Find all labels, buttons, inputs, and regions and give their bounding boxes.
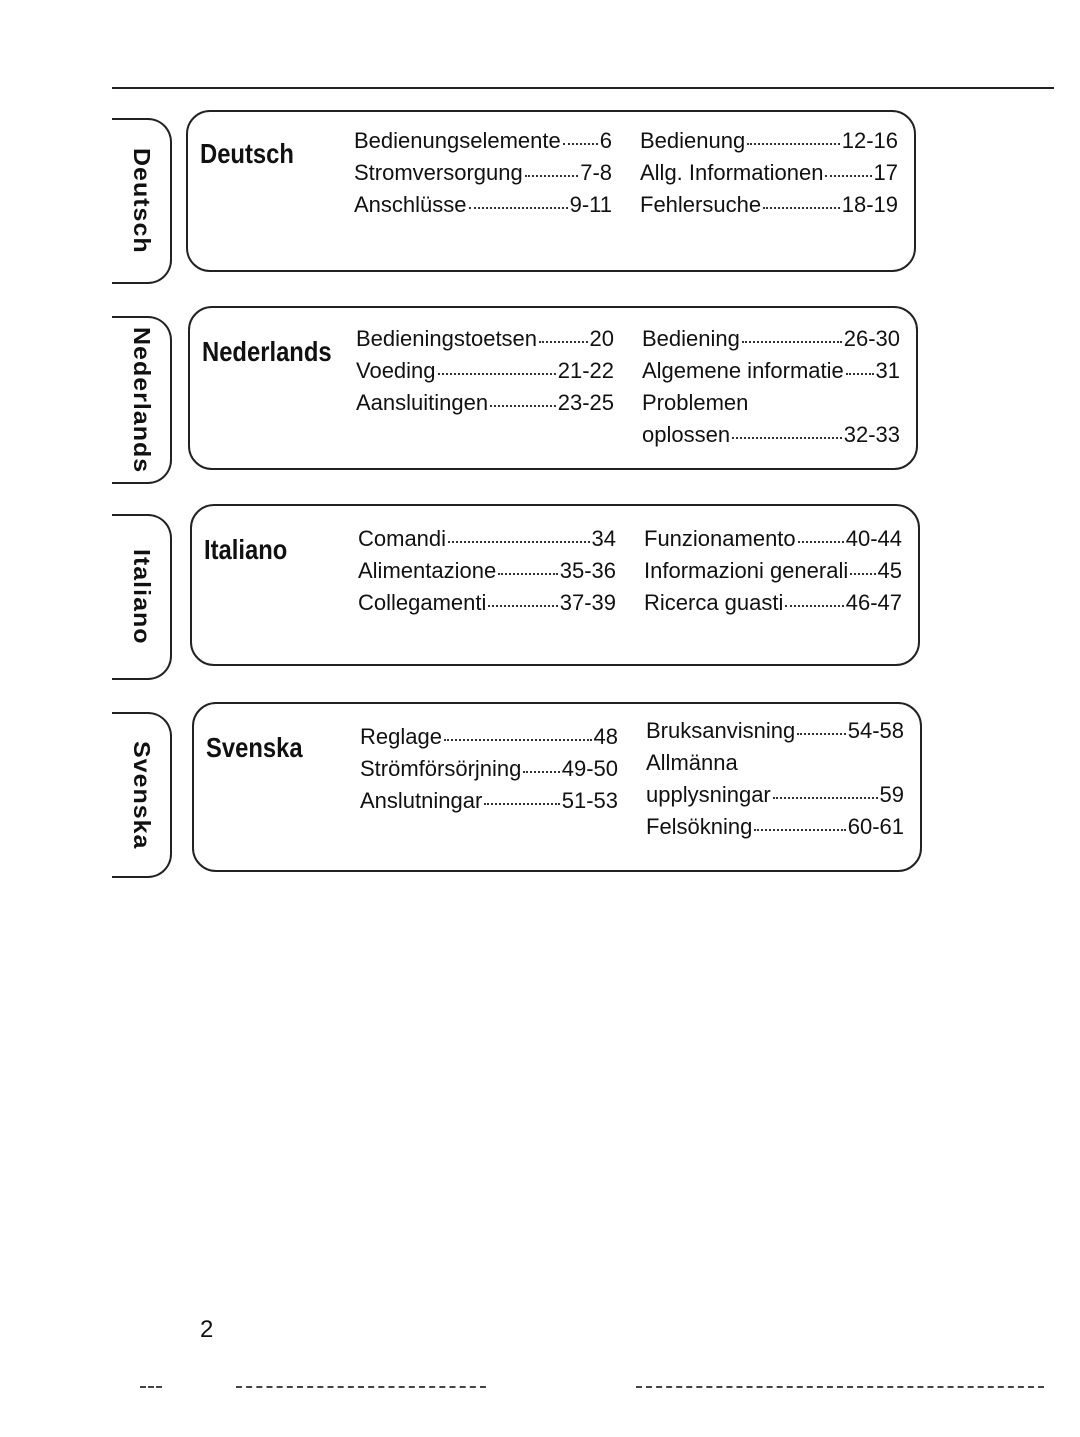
dot-leader: [763, 207, 840, 209]
toc-entry-page: 23-25: [557, 390, 614, 415]
toc-entry-label: Anslutningar: [360, 788, 483, 813]
section-title: Svenska: [206, 732, 303, 763]
dot-leader: [797, 733, 846, 735]
toc-column-left: [354, 128, 612, 224]
toc-entry-label: oplossen: [642, 422, 731, 447]
toc-entry-page: 31: [875, 358, 900, 383]
toc-column-right: [642, 326, 900, 454]
dot-leader: [469, 207, 568, 209]
toc-entry[interactable]: [642, 358, 900, 390]
dot-leader: [732, 437, 842, 439]
toc-entry-page: 17: [873, 160, 898, 185]
toc-entry-label: Problemen: [642, 390, 749, 415]
toc-column-left: [360, 724, 618, 820]
toc-entry[interactable]: [640, 160, 898, 192]
toc-entry-label: Reglage: [360, 724, 442, 749]
toc-entry[interactable]: [640, 128, 898, 160]
toc-entry[interactable]: [640, 192, 898, 224]
dot-leader: [444, 739, 592, 741]
toc-entry-label: Informazioni generali: [644, 558, 849, 583]
toc-entry-page: 26-30: [843, 326, 900, 351]
bottom-rule: [236, 1386, 486, 1388]
dot-leader: [850, 573, 875, 575]
toc-entry-page: 21-22: [557, 358, 614, 383]
dot-leader: [448, 541, 589, 543]
side-tab-nederlands[interactable]: [112, 316, 172, 484]
section-title: Nederlands: [202, 336, 332, 367]
toc-entry-label: Felsökning: [646, 814, 753, 839]
toc-entry-page: 7-8: [580, 160, 612, 185]
section-title: Deutsch: [200, 138, 294, 169]
side-tab-label: Svenska: [128, 740, 155, 850]
side-tab-label: Italiano: [128, 549, 155, 645]
toc-entry-label: Ricerca guasti: [644, 590, 784, 615]
toc-entry-page: 54-58: [847, 718, 904, 743]
toc-entry[interactable]: [360, 788, 618, 820]
toc-entry-label: Algemene informatie: [642, 358, 844, 383]
toc-entry[interactable]: [360, 724, 618, 756]
section-box-italiano: [190, 504, 920, 666]
dot-leader: [785, 605, 843, 607]
toc-entry: [646, 750, 904, 782]
dot-leader: [525, 175, 578, 177]
section-box-svenska: [192, 702, 922, 872]
toc-column-left: [358, 526, 616, 622]
side-tab-deutsch[interactable]: [112, 118, 172, 284]
toc-entry-label: Comandi: [358, 526, 447, 551]
side-tab-svenska[interactable]: [112, 712, 172, 878]
toc-entry[interactable]: [646, 814, 904, 846]
toc-entry-label: Voeding: [356, 358, 436, 383]
section-box-nederlands: [188, 306, 918, 470]
toc-entry-page: 12-16: [841, 128, 898, 153]
toc-entry-label: Stromversorgung: [354, 160, 523, 185]
toc-entry-page: 48: [593, 724, 618, 749]
toc-entry[interactable]: [642, 326, 900, 358]
toc-entry-page: 18-19: [841, 192, 898, 217]
toc-entry[interactable]: [356, 358, 614, 390]
bottom-rule: [636, 1386, 1044, 1388]
toc-entry-label: Bruksanvisning: [646, 718, 796, 743]
toc-entry: [642, 390, 900, 422]
toc-column-left: [356, 326, 614, 422]
dot-leader: [798, 541, 844, 543]
toc-entry-page: 51-53: [561, 788, 618, 813]
toc-entry-label: Allmänna: [646, 750, 738, 775]
toc-entry-page: 59: [879, 782, 904, 807]
section-box-deutsch: [186, 110, 916, 272]
toc-entry[interactable]: [644, 526, 902, 558]
dot-leader: [825, 175, 871, 177]
toc-entry-label: Bediening: [642, 326, 740, 351]
dot-leader: [773, 797, 878, 799]
toc-column-right: [644, 526, 902, 622]
toc-entry[interactable]: [354, 128, 612, 160]
toc-entry[interactable]: [354, 192, 612, 224]
dot-leader: [539, 341, 587, 343]
toc-entry-label: Bedienung: [640, 128, 746, 153]
toc-entry-label: Bedienungselemente: [354, 128, 561, 153]
dot-leader: [498, 573, 558, 575]
top-rule: [112, 87, 1054, 89]
toc-entry-label: Strömförsörjning: [360, 756, 522, 781]
toc-entry-label: Collegamenti: [358, 590, 487, 615]
side-tab-label: Nederlands: [128, 326, 155, 474]
dot-leader: [488, 605, 557, 607]
toc-entry-page: 46-47: [845, 590, 902, 615]
toc-entry[interactable]: [646, 718, 904, 750]
toc-entry-label: Alimentazione: [358, 558, 497, 583]
toc-entry-label: Fehlersuche: [640, 192, 762, 217]
toc-entry[interactable]: [358, 590, 616, 622]
dot-leader: [742, 341, 842, 343]
toc-entry-label: upplysningar: [646, 782, 771, 807]
toc-entry-label: Aansluitingen: [356, 390, 489, 415]
toc-entry-label: Anschlüsse: [354, 192, 467, 217]
toc-entry[interactable]: [358, 526, 616, 558]
toc-entry-page: 35-36: [559, 558, 616, 583]
toc-entry[interactable]: [360, 756, 618, 788]
toc-entry[interactable]: [642, 422, 900, 454]
toc-entry[interactable]: [356, 390, 614, 422]
toc-entry[interactable]: [356, 326, 614, 358]
toc-column-right: [640, 128, 898, 224]
bottom-rule: [140, 1386, 162, 1388]
toc-entry[interactable]: [358, 558, 616, 590]
toc-entry[interactable]: [646, 782, 904, 814]
dot-leader: [490, 405, 556, 407]
dot-leader: [438, 373, 556, 375]
toc-entry-label: Funzionamento: [644, 526, 796, 551]
side-tab-italiano[interactable]: [112, 514, 172, 680]
toc-entry-page: 6: [599, 128, 612, 153]
page-number: 2: [200, 1316, 214, 1343]
dot-leader: [747, 143, 840, 145]
toc-entry-label: Allg. Informationen: [640, 160, 824, 185]
toc-entry-page: 60-61: [847, 814, 904, 839]
toc-entry-page: 37-39: [559, 590, 616, 615]
dot-leader: [484, 803, 559, 805]
dot-leader: [754, 829, 845, 831]
section-title: Italiano: [204, 534, 288, 565]
toc-entry[interactable]: [644, 590, 902, 622]
toc-entry-page: 34: [591, 526, 616, 551]
toc-column-right: [646, 718, 904, 846]
toc-entry[interactable]: [354, 160, 612, 192]
toc-entry-page: 49-50: [561, 756, 618, 781]
side-tab-label: Deutsch: [128, 148, 155, 254]
toc-entry[interactable]: [644, 558, 902, 590]
toc-entry-page: 45: [877, 558, 902, 583]
toc-entry-page: 40-44: [845, 526, 902, 551]
toc-entry-page: 32-33: [843, 422, 900, 447]
dot-leader: [523, 771, 559, 773]
dot-leader: [846, 373, 874, 375]
toc-entry-label: Bedieningstoetsen: [356, 326, 538, 351]
dot-leader: [563, 143, 598, 145]
toc-entry-page: 20: [589, 326, 614, 351]
toc-entry-page: 9-11: [569, 192, 612, 217]
